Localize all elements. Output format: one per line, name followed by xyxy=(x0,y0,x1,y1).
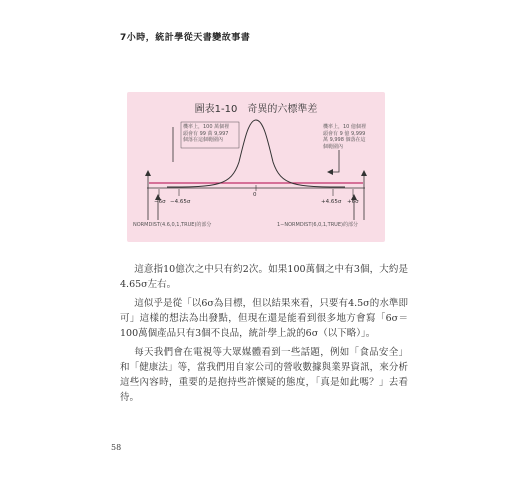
right-formula: 1−NORMDIST(6,0,1,TRUE)的部分 xyxy=(277,222,358,228)
label-minus-6sigma: −6σ xyxy=(154,199,166,205)
center-label: 0 xyxy=(253,192,257,198)
page-number: 58 xyxy=(111,443,122,452)
paragraph: 這意指10億次之中只有約2次。如果100萬個之中有3個，大約是4.65σ左右。 xyxy=(120,264,408,290)
paragraph: 每天我們會在電視等大眾媒體看到一些話題，例如「食品安全」和「健康法」等，當我們用自家公司的營收數據與業界資訊，來分析這些內容時，重要的是抱持些許懷疑的態度，「真是如此嗎？」去看待。 xyxy=(120,347,408,403)
right-note: 機率上，10 億個裡 頭會有 9 億 9,999 萬 9,998 個落在這 個範圍內 xyxy=(323,124,366,150)
label-minus-465sigma: −4.65σ xyxy=(170,199,191,205)
label-plus-6sigma: +6σ xyxy=(347,199,359,205)
figure-six-sigma xyxy=(127,92,385,242)
figure-title: 圖表1-10 奇異的六標準差 xyxy=(194,104,318,115)
left-formula: NORMDIST(4.6,0,1,TRUE)的部分 xyxy=(133,222,212,228)
right-note-pointer xyxy=(332,150,339,172)
paragraph: 這似乎是從「以6σ為目標，但以結果來看，只要有4.5σ的水準即可」這樣的想法為出發點，但現在還是能看到很多地方會寫「6σ＝100萬個產品只有3個不良品，統計學上說的6σ（以下略）」。 xyxy=(120,298,408,339)
body-text xyxy=(120,262,408,409)
label-plus-465sigma: +4.65σ xyxy=(321,199,342,205)
left-note: 機率上，100 萬個裡 頭會有 99 萬 9,997 個落在這個範圍內 xyxy=(183,124,230,143)
running-header: 7小時，統計學從天書變故事書 xyxy=(120,33,251,43)
